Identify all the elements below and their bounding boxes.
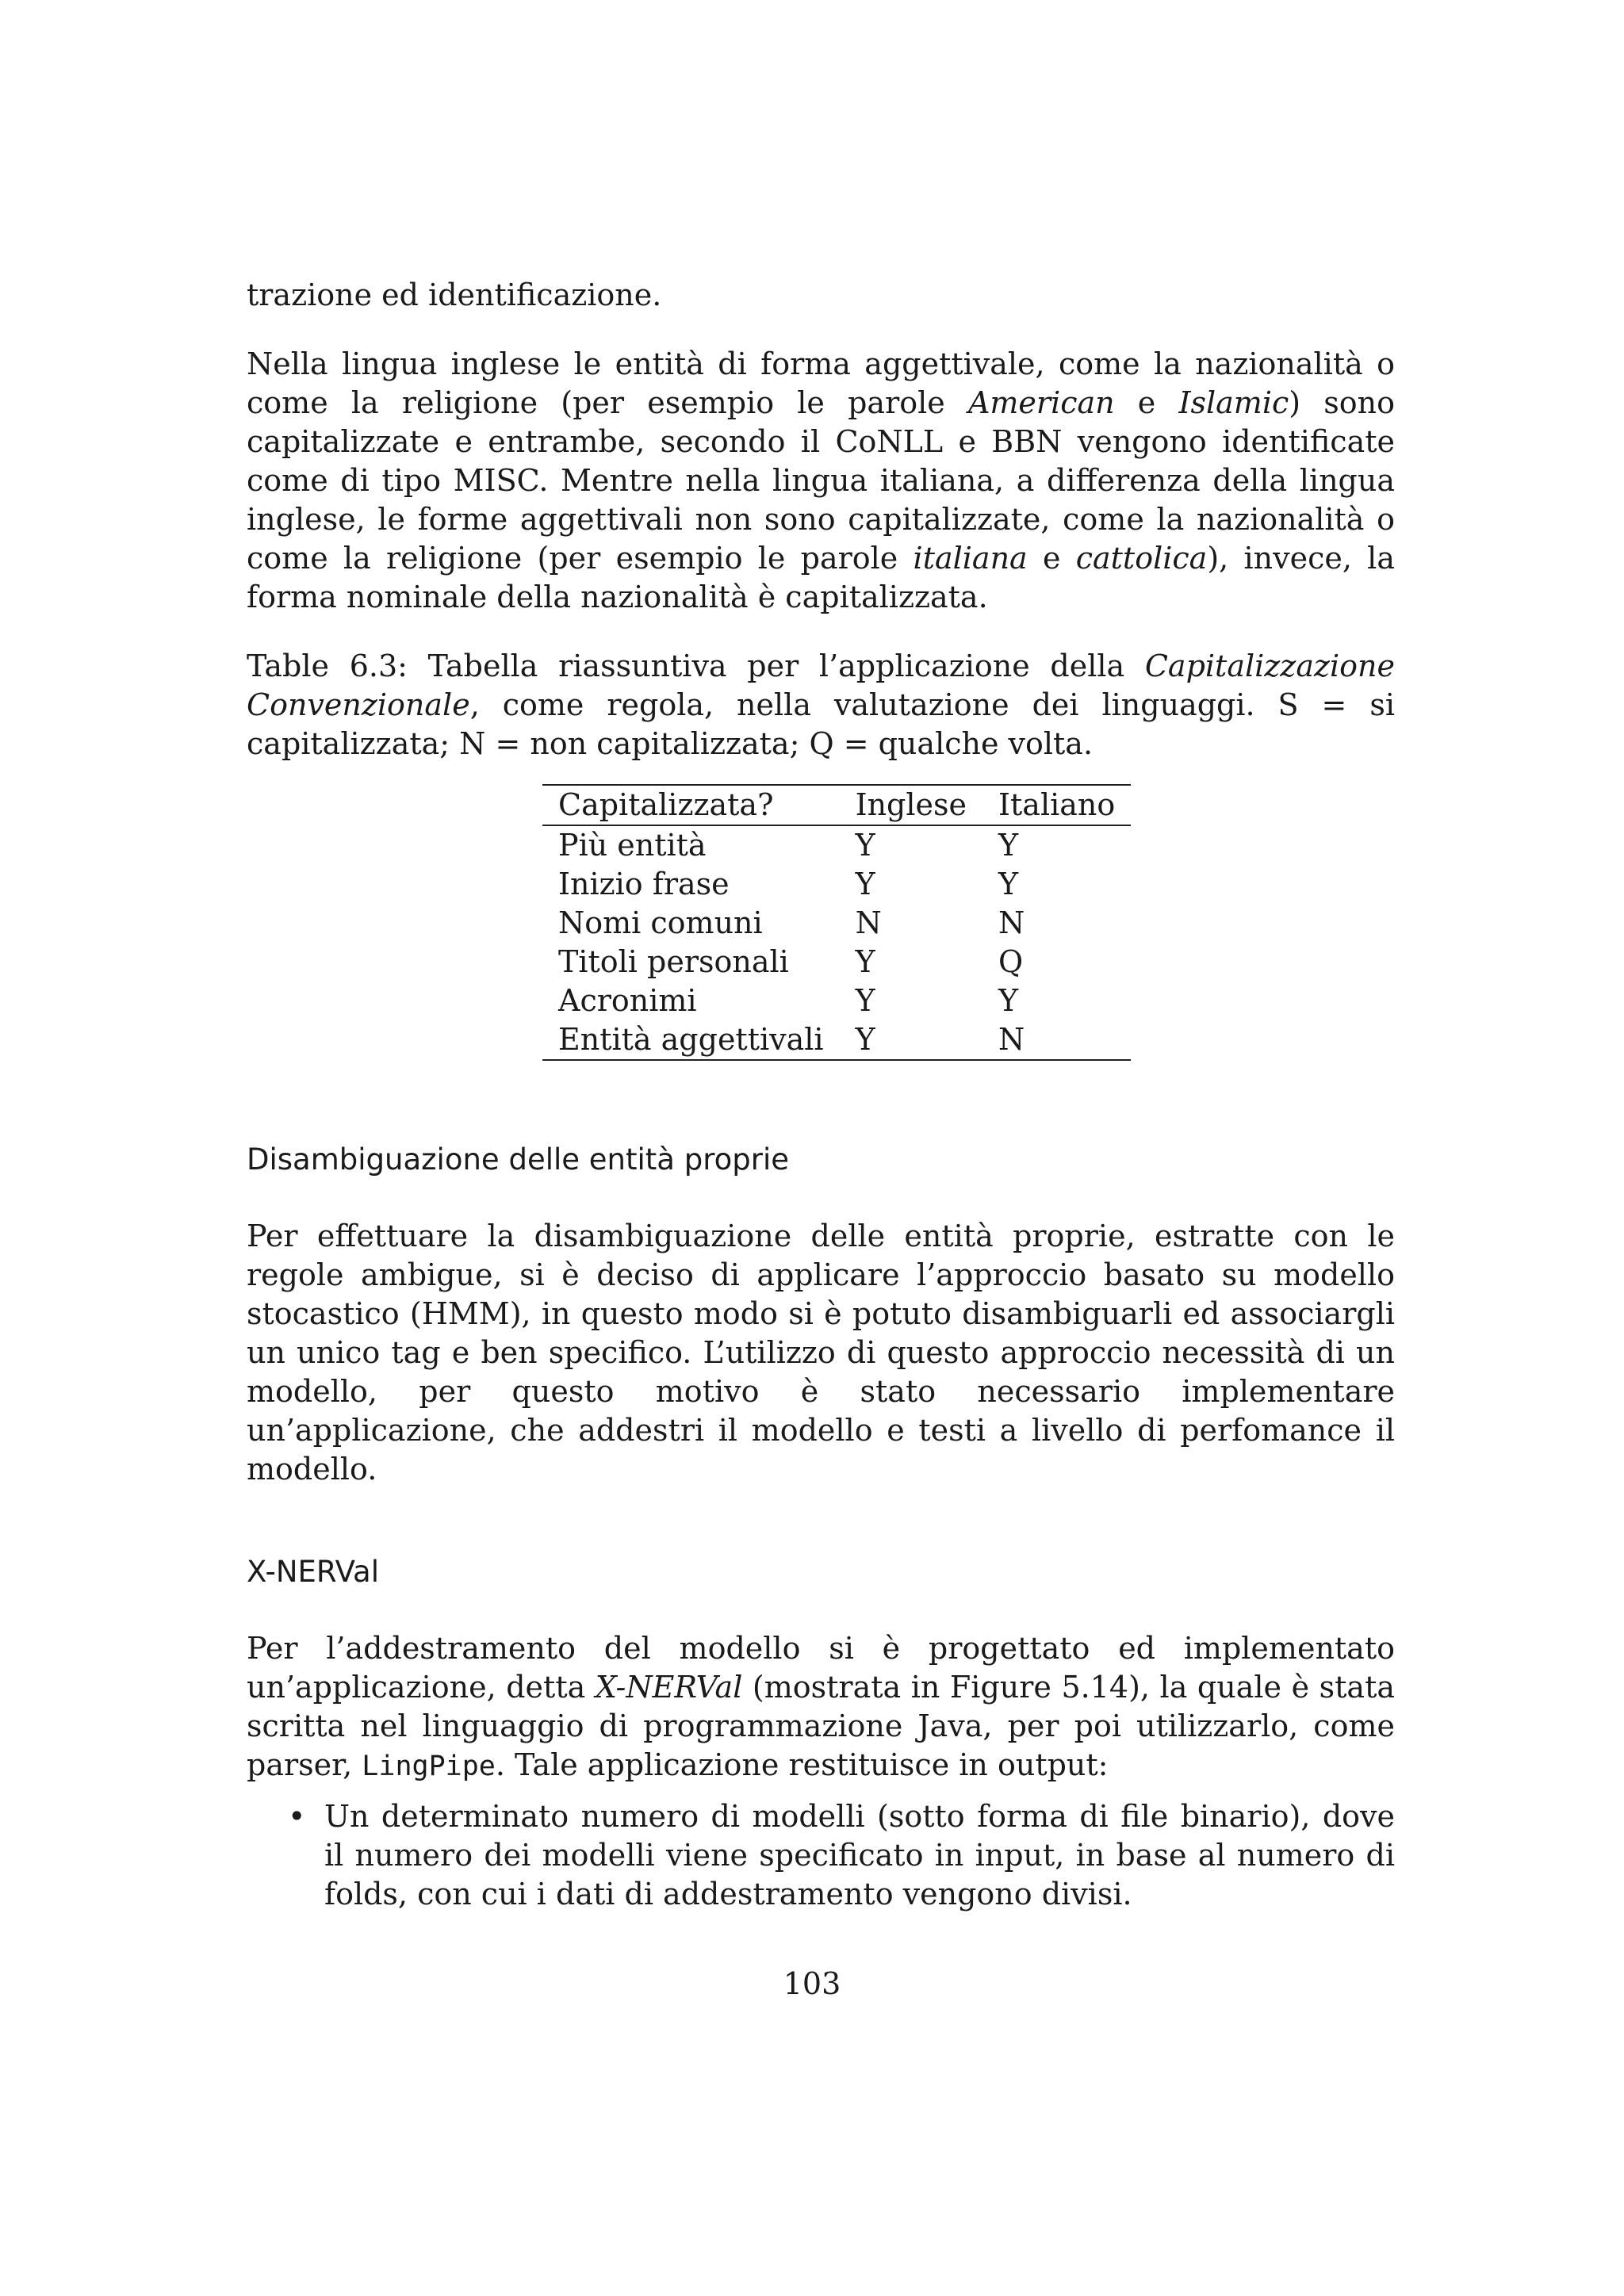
table-row — [542, 982, 1131, 1020]
row-label: Acronimi — [558, 983, 697, 1018]
paragraph-adjectival-entities — [247, 345, 1395, 617]
emphasis-islamic: Islamic — [1178, 385, 1289, 420]
header-inglese: Inglese — [855, 787, 967, 822]
row-label: Nomi comuni — [558, 905, 763, 940]
caption-emphasis: Capitalizzazione Convenzionale — [247, 649, 1395, 722]
paragraph-disambiguation: Per effettuare la disambiguazione delle entità proprie, estratte con le regole ambigue, si è deciso di applicare l’approccio basato su modello stocastico (HMM), in questo modo si è potuto disambiguarli ed associargli un unico tag e ben specifico. L’utilizzo di questo approccio necessità di un modello, per questo motivo è stato necessario implementare un’applicazione, che addestri il modello e testi a livello di perfomance il modello. — [247, 1219, 1395, 1487]
emphasis-american: American — [967, 385, 1115, 420]
emphasis-cattolica: cattolica — [1075, 541, 1208, 576]
cell-italiano: N — [998, 905, 1025, 940]
row-label: Entità aggettivali — [558, 1022, 824, 1057]
intro-tail: trazione ed identificazione. — [247, 277, 662, 312]
page-content — [247, 276, 1395, 1914]
output-bullet-list — [247, 1797, 1395, 1914]
text-run: ) sono capitalizzate e entrambe, secondo il CoNLL e BBN vengono identificate come di tipo MISC. Mentre nella lingua italiana, a differenza della lingua inglese, le forme aggettivali non sono capitalizzate, come la nazionalità o come la religione (per esempio le parole — [247, 385, 1395, 576]
table-header-row — [542, 785, 1131, 825]
cell-italiano: Y — [998, 867, 1019, 901]
row-label: Più entità — [558, 828, 707, 863]
cell-inglese: Y — [855, 867, 875, 901]
table-row — [542, 943, 1131, 982]
table-row — [542, 1020, 1131, 1060]
cell-inglese: N — [855, 905, 882, 940]
list-item-text: Un determinato numero di modelli (sotto forma di file binario), dove il numero dei modelli viene specificato in input, in base al numero di folds, con cui i dati di addestramento vengono divisi. — [324, 1799, 1395, 1911]
text-run: (mostrata in Figure 5.14), la quale è stata scritta nel linguaggio di programmazione Java, per poi utilizzarlo, come parser, — [247, 1670, 1395, 1782]
cell-italiano: Y — [998, 983, 1019, 1018]
text-run: Per l’addestramento del modello si è progettato ed implementato un’applicazione, detta — [247, 1631, 1395, 1705]
table-row — [542, 865, 1131, 904]
table-row — [542, 825, 1131, 865]
caption-suffix: , come regola, nella valutazione dei linguaggi. S = si capitalizzata; N = non capitalizzata; Q = qualche volta. — [247, 687, 1395, 761]
text-run: ), invece, la forma nominale della nazionalità è capitalizzata. — [247, 541, 1395, 614]
code-lingpipe: LingPipe — [362, 1751, 496, 1782]
cell-inglese: Y — [855, 1022, 875, 1057]
list-item — [288, 1797, 1395, 1914]
table-caption — [247, 647, 1395, 763]
emphasis-xnerval: X-NERVal — [595, 1670, 743, 1705]
cell-italiano: N — [998, 1022, 1025, 1057]
cell-inglese: Y — [855, 944, 875, 979]
page-number: 103 — [783, 1966, 841, 2001]
paragraph-xnerval — [247, 1629, 1395, 1786]
cell-italiano: Y — [998, 828, 1019, 863]
header-italiano: Italiano — [998, 787, 1116, 822]
text-run: e — [1114, 385, 1179, 420]
capitalization-table — [542, 784, 1131, 1061]
row-label: Inizio frase — [558, 867, 730, 901]
section-heading-xnerval: X-NERVal — [247, 1555, 379, 1589]
text-run: Nella lingua inglese le entità di forma aggettivale, come la nazionalità o come la religione (per esempio le parole — [247, 346, 1395, 420]
section-heading-disambiguation: Disambiguazione delle entità proprie — [247, 1142, 789, 1177]
text-run: . Tale applicazione restituisce in output: — [495, 1747, 1109, 1782]
caption-prefix: Table 6.3: Tabella riassuntiva per l’applicazione della — [247, 649, 1145, 683]
cell-inglese: Y — [855, 828, 875, 863]
header-capitalizzata: Capitalizzata? — [558, 787, 774, 822]
table-row — [542, 904, 1131, 943]
cell-inglese: Y — [855, 983, 875, 1018]
text-run: e — [1027, 541, 1076, 576]
row-label: Titoli personali — [558, 944, 789, 979]
cell-italiano: Q — [998, 944, 1024, 979]
bullet-icon: • — [288, 1799, 306, 1834]
emphasis-italiana: italiana — [913, 541, 1028, 576]
